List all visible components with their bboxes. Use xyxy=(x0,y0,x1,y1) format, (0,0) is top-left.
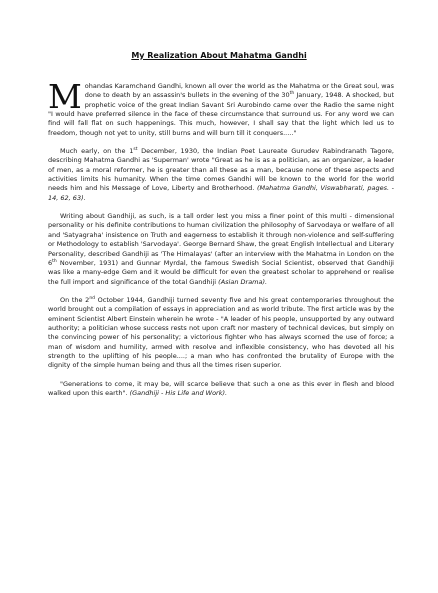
citation: (Mahatma Gandhi, Viswabharati, pages. - 14, 62, 63). xyxy=(48,184,394,202)
citation: (Asian Drama). xyxy=(218,277,268,286)
paragraph-5 xyxy=(48,380,394,399)
paragraph-1 xyxy=(48,77,395,138)
document-title: My Realization About Mahatma Gandhi xyxy=(131,51,307,60)
document-body xyxy=(48,77,395,407)
ordinal-suffix: nd xyxy=(89,295,96,301)
paragraph-5-text-a: "Generations to come, it may be, will scarce believe that such a one as this ever in flesh and blood walked upon this earth". xyxy=(48,379,394,397)
paragraph-4 xyxy=(48,296,394,371)
citation: (Gandhiji - His Life and Work). xyxy=(129,388,228,397)
drop-cap: M xyxy=(48,77,82,116)
paragraph-2-text-a: Much early, on the 1 xyxy=(60,147,134,156)
paragraph-4-text-b: October 1944, Gandhiji turned seventy five and his great contemporaries throughout the world brought out a compilation of essays in appreciation and as world tribute. The first article was by the eminent Scientist Albert Einstein wherein he wrote - "A leader of his people, unsupported by any outward authority; a politician whose success rests not upon craft nor mastery of technical devices, but simply on the convincing power of his personality; a victorious fighter who has always scorned the use of force; a man of wisdom and humility, armed with resolve and inflexible consistency, who has devoted all his strength to the uplifting of his people....; a man who has confronted the brutality of Europe with the dignity of the simple human being and thus all the times risen superior. xyxy=(48,295,394,370)
paragraph-4-text-a: On the 2 xyxy=(60,295,90,304)
paragraph-2-text-b: December, 1930, the Indian Poet Laureate Gurudev Rabindranath Tagore, describing Mahatma Gandhi as 'Superman' wrote "Great as he is as a politician, as an organizer, a leader of men, as a moral reformer, he is greater than all these as a man, because none of these aspects and activities limits his humanity. When the time comes Gandhi will be known to the world for the world needs him and his Message of Love, Liberty and Brotherhood. xyxy=(48,147,394,193)
ordinal-suffix: th xyxy=(289,91,295,97)
paragraph-3-text-a: Writing about Gandhiji, as such, is a tall order lest you miss a finer point of this multi - dimensional personality or his definite contributions to human civilization the philosophy of Sarvodaya or welfare of all and 'Satyagraha' insistence on Truth and eagerness to establish it through non-violence and self-suffering or Methodology to establish 'Sarvodaya'. George Bernard Shaw, the great English Intellectual and Literary Personality, described Gandhiji as 'The Himalayas' (after an interview with the Mahatma in London on the 6 xyxy=(48,212,394,267)
paragraph-2 xyxy=(48,147,394,203)
paragraph-3-text-b: November, 1931) and Gunnar Myrdal, the famous Swedish Social Scientist, observed that Gandhiji was like a many-edge Gem and it would be difficult for even the greatest scholar to apprehend or realise the full import and significance of the total Gandhiji xyxy=(48,258,394,286)
paragraph-1-text-a: ohandas Karamchand Gandhi, known all over the world as the Mahatma or the Great soul, was done to death by an assassin's bullets in the evening of the 30 xyxy=(84,82,394,100)
paragraph-1-text-b: January, 1948. A shocked, but prophetic voice of the great Indian Savant Sri Aurobindo came over the Radio the same night "I would have preferred silence in the face of these circumstance that surround us. For any word we can find will fall flat on such happenings. This much, however, I shall say that the light which led us to freedom, though not yet to unity, still burns and will burn till it conquers....." xyxy=(48,91,395,137)
paragraph-3 xyxy=(48,212,394,287)
ordinal-suffix: th xyxy=(52,258,57,264)
ordinal-suffix: st xyxy=(133,146,138,152)
